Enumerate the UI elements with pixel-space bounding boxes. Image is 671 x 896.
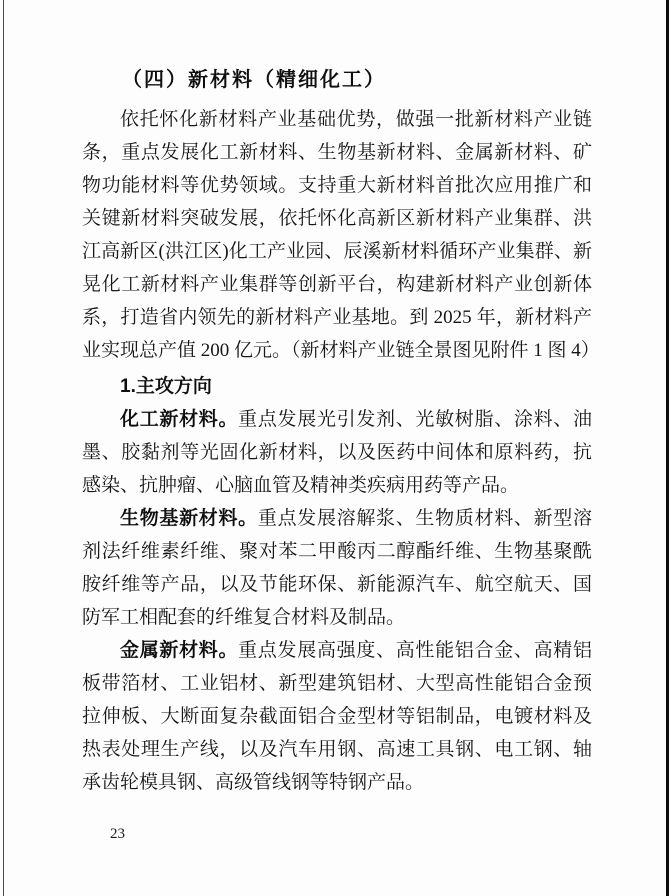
section-heading: （四）新材料（精细化工） <box>122 69 386 91</box>
item-lead-metal: 金属新材料。 <box>120 640 239 661</box>
document-content <box>82 64 600 799</box>
page-left-edge-line <box>3 0 4 896</box>
item-lead-biobased: 生物基新材料。 <box>120 508 258 529</box>
item-paragraph-metal <box>82 634 592 799</box>
item-paragraph-biobased <box>82 502 592 634</box>
subsection-heading: 1.主攻方向 <box>120 376 212 397</box>
item-paragraph-chemical <box>82 403 592 502</box>
page-right-edge-line <box>666 0 669 896</box>
intro-paragraph: 依托怀化新材料产业基础优势，做强一批新材料产业链条，重点发展化工新材料、生物基新材料、金属新材料、矿物功能材料等优势领域。支持重大新材料首批次应用推广和关键新材料突破发展，依托怀化高新区新材料产业集群、洪江高新区(洪江区)化工产业园、辰溪新材料循环产业集群、新晃化工新材料产业集群等创新平台，构建新材料产业创新体系，打造省内领先的新材料产业基地。到 2025 年，新材料产业实现总产值 200 亿元。（新材料产业链全景图见附件 1 图 4） <box>82 109 600 361</box>
item-body-metal: 重点发展高强度、高性能铝合金、高精铝板带箔材、工业铝材、新型建筑铝材、大型高性能铝合金预拉伸板、大断面复杂截面铝合金型材等铝制品，电镀材料及热表处理生产线，以及汽车用钢、高速工具钢、电工钢、轴承齿轮模具钢、高级管线钢等特钢产品。 <box>82 640 592 793</box>
page-number: 23 <box>110 826 125 842</box>
item-body-biobased: 重点发展溶解浆、生物质材料、新型溶剂法纤维素纤维、聚对苯二甲酸丙二醇酯纤维、生物基聚酰胺纤维等产品，以及节能环保、新能源汽车、航空航天、国防军工相配套的纤维复合材料及制品。 <box>82 508 592 628</box>
item-lead-chemical: 化工新材料。 <box>120 409 239 430</box>
item-body-chemical: 重点发展光引发剂、光敏树脂、涂料、油墨、胶黏剂等光固化新材料，以及医药中间体和原料药，抗感染、抗肿瘤、心脑血管及精神类疾病用药等产品。 <box>82 409 592 496</box>
